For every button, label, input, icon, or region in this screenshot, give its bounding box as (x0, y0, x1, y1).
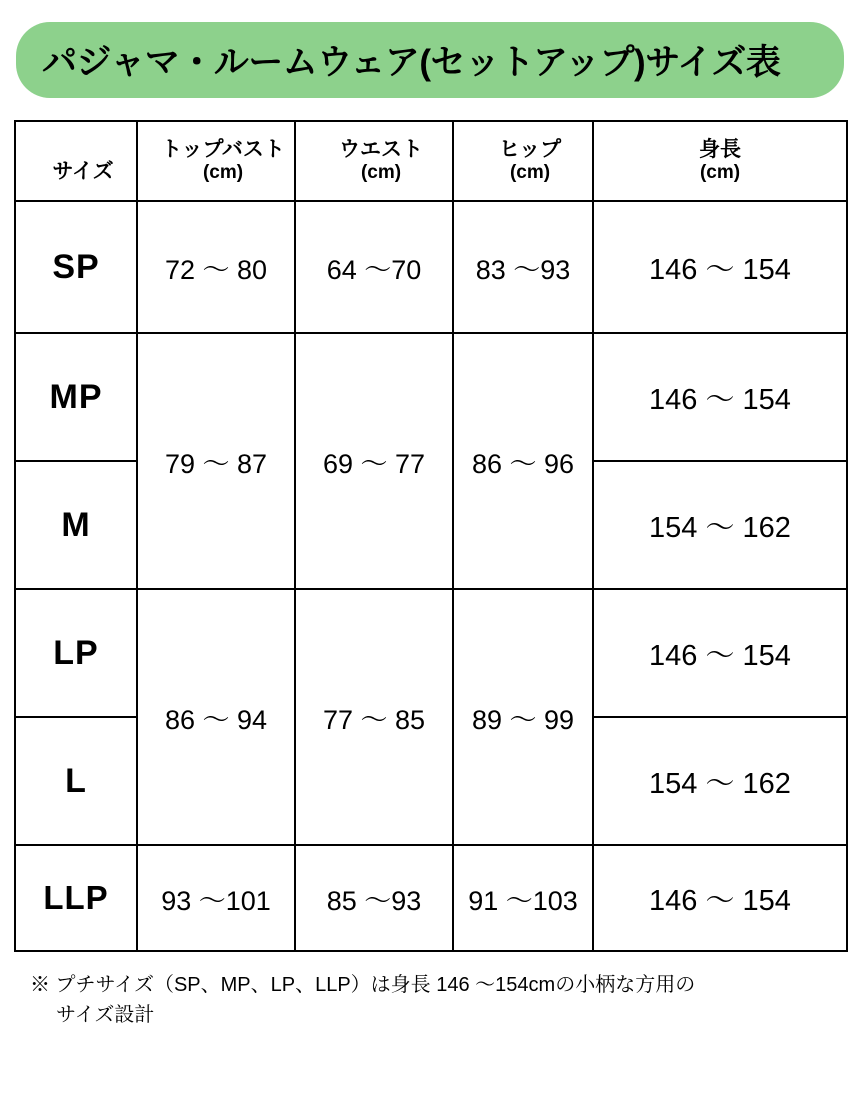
column-header-topbust (137, 121, 295, 201)
column-header-size (15, 121, 137, 201)
cell-size: SP (15, 201, 137, 333)
cell-height: 146 〜 154 (593, 845, 847, 951)
cell-size: M (15, 461, 137, 589)
cell-hip: 91 〜103 (453, 845, 593, 951)
cell-height: 146 〜 154 (593, 589, 847, 717)
cell-waist: 64 〜70 (295, 201, 453, 333)
cell-size: L (15, 717, 137, 845)
column-header-waist-label: ウエスト (339, 138, 423, 161)
cell-waist: 69 〜 77 (295, 333, 453, 589)
column-header-size-label: サイズ (52, 159, 114, 183)
column-header-hip-unit: (cm) (509, 162, 551, 184)
footnote-line-1: ※ プチサイズ（SP、MP、LP、LLP）は身長 146 〜154cmの小柄な方用の (30, 974, 696, 996)
cell-hip: 83 〜93 (453, 201, 593, 333)
column-header-waist (295, 121, 453, 201)
cell-topbust: 79 〜 87 (137, 333, 295, 589)
cell-height: 146 〜 154 (593, 333, 847, 461)
table-header-row (15, 121, 847, 201)
column-header-waist-unit: (cm) (360, 162, 402, 184)
table-row (15, 589, 847, 717)
cell-waist: 85 〜93 (295, 845, 453, 951)
title-banner (16, 22, 844, 98)
cell-hip: 89 〜 99 (453, 589, 593, 845)
column-header-topbust-label: トップバスト (161, 138, 285, 161)
size-table (14, 120, 848, 952)
page-title: パジャマ・ルームウェア(セットアップ)サイズ表 (42, 43, 781, 82)
table-row (15, 201, 847, 333)
cell-topbust: 72 〜 80 (137, 201, 295, 333)
column-header-hip (453, 121, 593, 201)
cell-waist: 77 〜 85 (295, 589, 453, 845)
cell-size: MP (15, 333, 137, 461)
footnote (30, 970, 840, 1030)
column-header-height (593, 121, 847, 201)
cell-size: LLP (15, 845, 137, 951)
cell-topbust: 93 〜101 (137, 845, 295, 951)
column-header-height-label: 身長 (699, 138, 741, 161)
cell-height: 154 〜 162 (593, 461, 847, 589)
cell-topbust: 86 〜 94 (137, 589, 295, 845)
table-row (15, 333, 847, 461)
column-header-height-unit: (cm) (699, 162, 741, 184)
cell-hip: 86 〜 96 (453, 333, 593, 589)
cell-height: 154 〜 162 (593, 717, 847, 845)
cell-size: LP (15, 589, 137, 717)
column-header-hip-label: ヒップ (498, 138, 562, 161)
column-header-topbust-unit: (cm) (202, 162, 244, 184)
table-row (15, 845, 847, 951)
footnote-line-2: サイズ設計 (56, 1004, 155, 1026)
cell-height: 146 〜 154 (593, 201, 847, 333)
